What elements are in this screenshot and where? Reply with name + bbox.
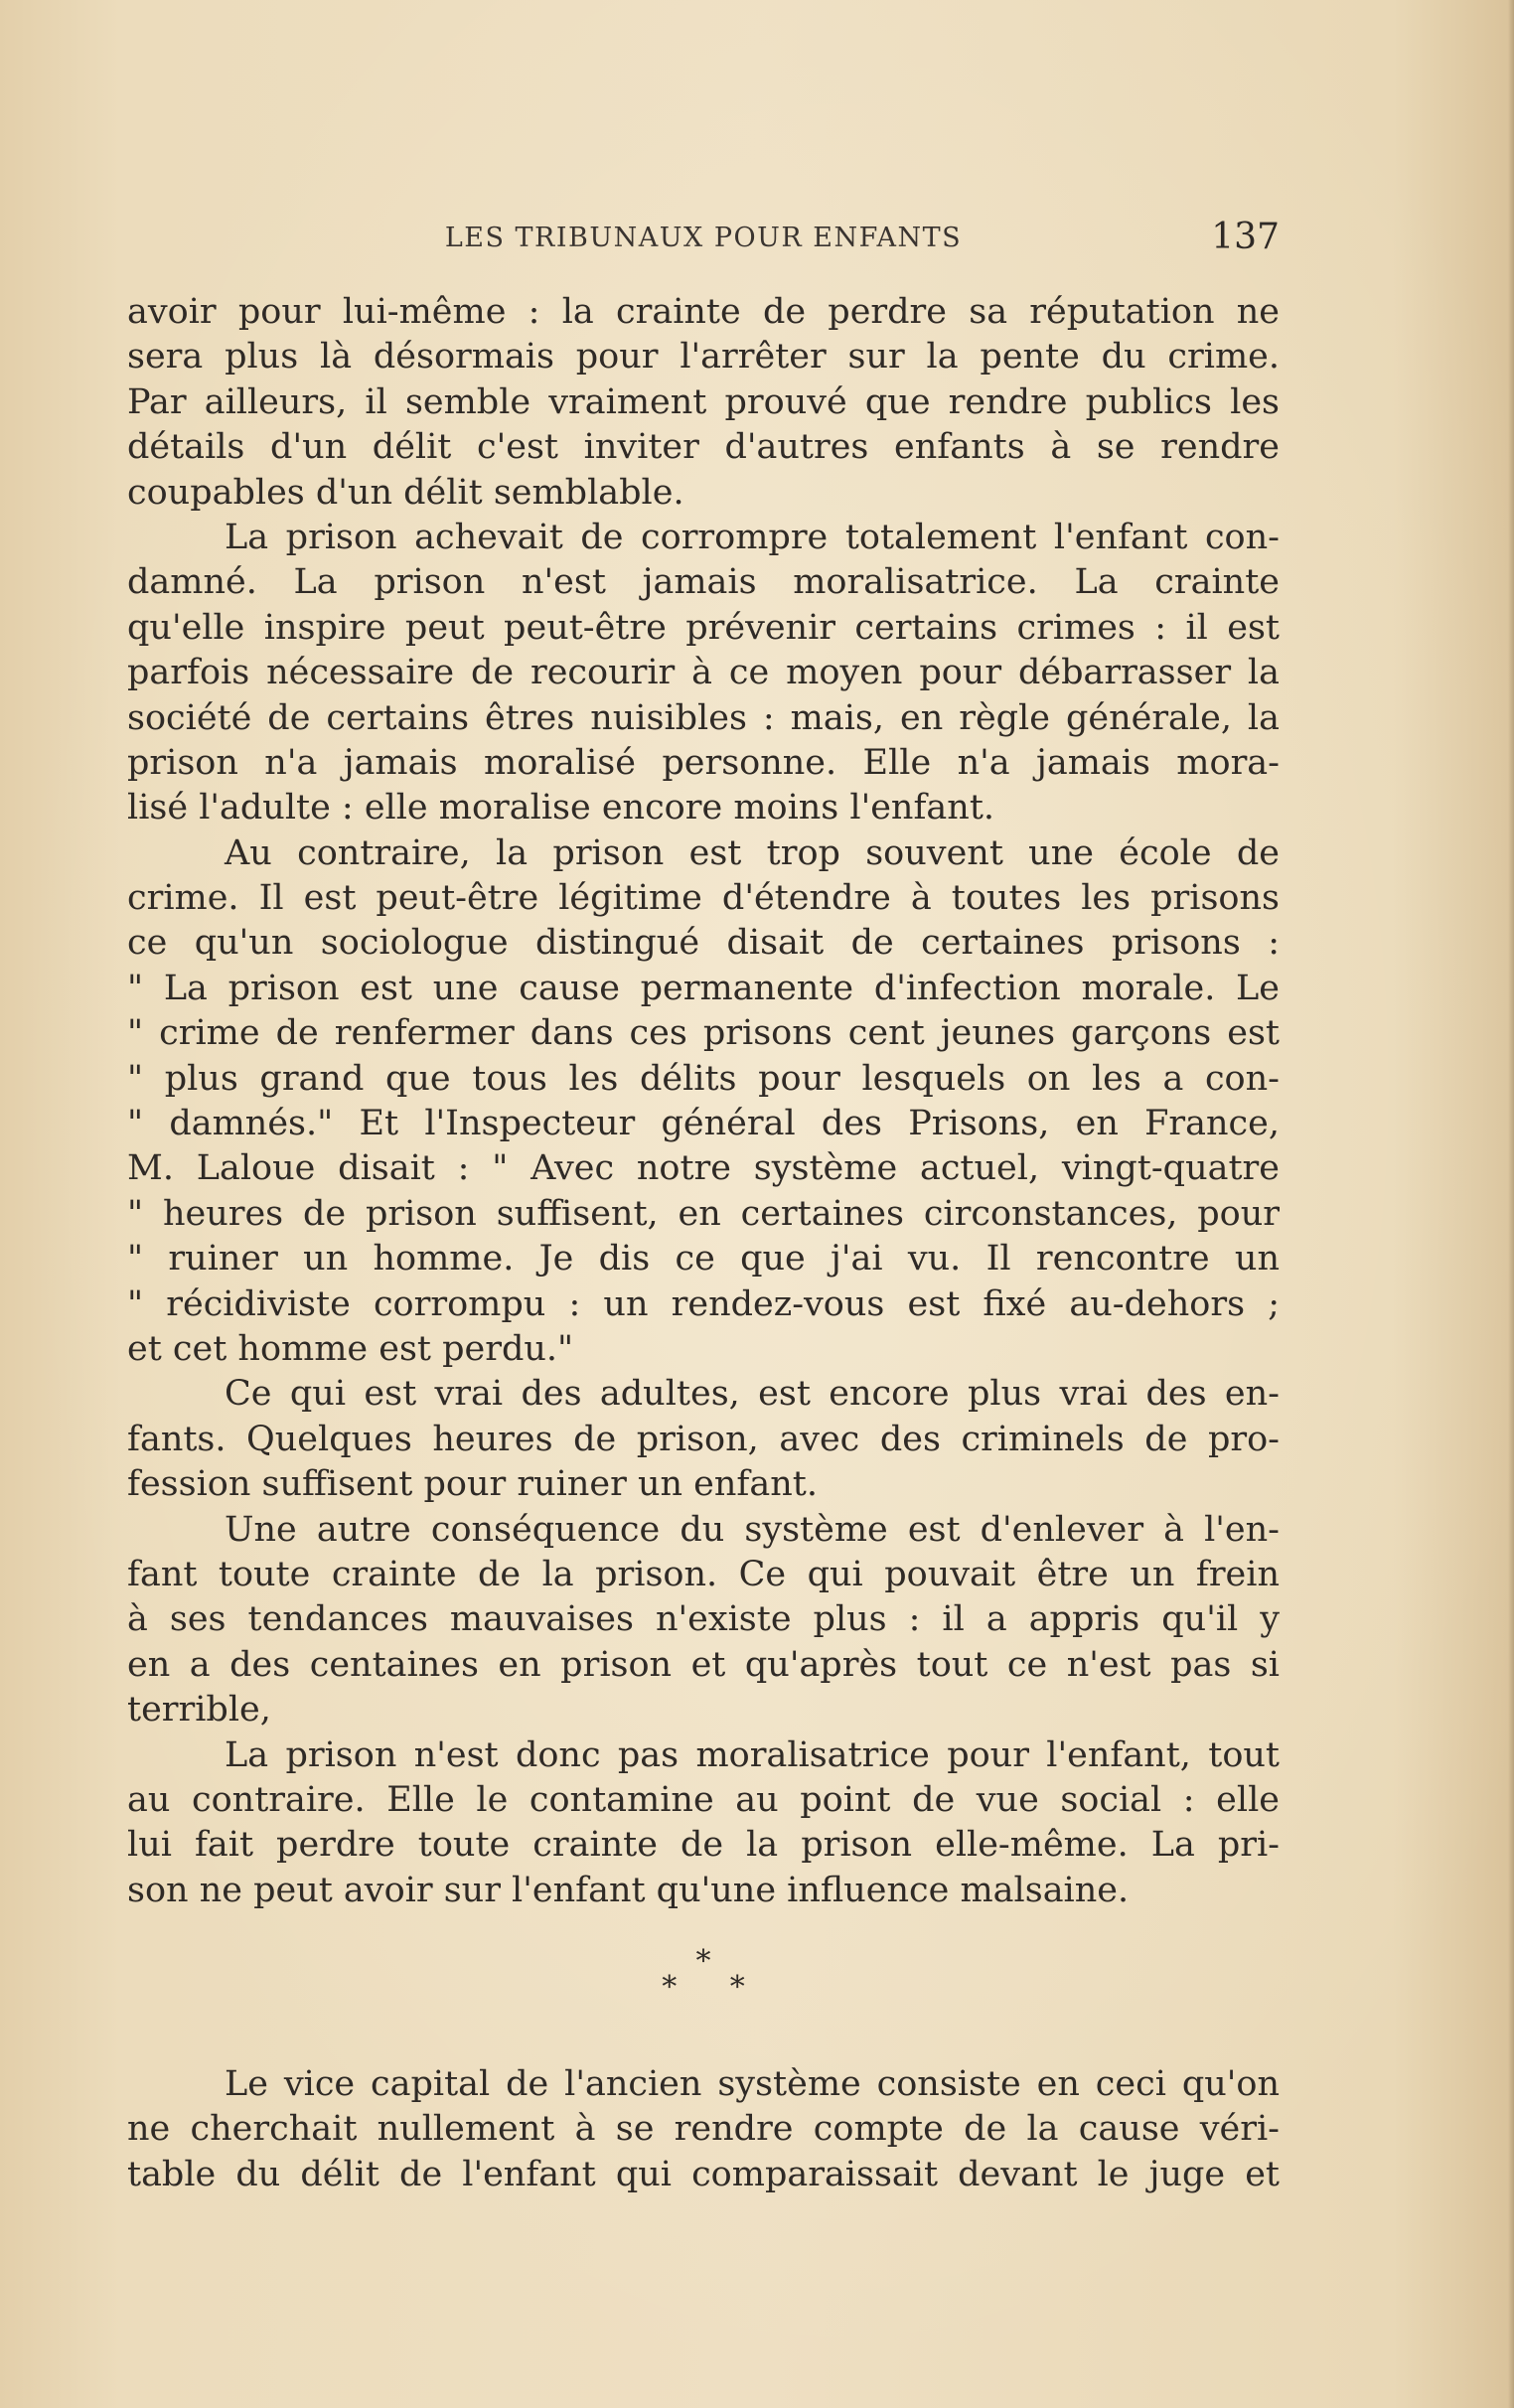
text-line: Au contraire, la prison est trop souvent une école de	[225, 832, 1280, 873]
paragraph-3	[127, 831, 1280, 1373]
text-line: La prison achevait de corrompre totalement l'enfant con-	[225, 517, 1280, 557]
text-line: Ce qui est vrai des adultes, est encore plus vrai des en-	[225, 1374, 1280, 1415]
text-line: " heures de prison suffisent, en certaines circonstances, pour	[127, 1193, 1280, 1234]
asterism	[127, 1944, 1280, 2006]
paragraph-1	[127, 290, 1280, 516]
paragraph-4	[127, 1372, 1280, 1507]
text-line: fant toute crainte de la prison. Ce qui pouvait être un frein	[127, 1554, 1280, 1594]
paragraph-7	[127, 2062, 1280, 2197]
text-line: Une autre conséquence du système est d'enlever à l'en-	[225, 1509, 1280, 1550]
running-head	[127, 217, 1280, 260]
text-line: parfois nécessaire de recourir à ce moyen pour débarrasser la	[127, 653, 1280, 693]
text-line: sera plus là désormais pour l'arrêter sur la pente du crime.	[127, 337, 1280, 377]
text-line: Par ailleurs, il semble vraiment prouvé que rendre publics les	[127, 381, 1280, 422]
text-line: avoir pour lui-même : la crainte de perdre sa réputation ne	[127, 292, 1280, 332]
text-line: ne cherchait nullement à se rendre compte de la cause véri-	[127, 2109, 1280, 2150]
page-number: 137	[1211, 217, 1280, 257]
paragraph-6	[127, 1733, 1280, 1914]
text-line: lisé l'adulte : elle moralise encore moins l'enfant.	[127, 788, 995, 828]
paragraph-5	[127, 1508, 1280, 1733]
text-line: " crime de renfermer dans ces prisons cent jeunes garçons est	[127, 1013, 1280, 1054]
asterism-top: *	[695, 1944, 711, 1980]
text-line: au contraire. Elle le contamine au point de vue social : elle	[127, 1779, 1280, 1820]
text-line: " La prison est une cause permanente d'infection morale. Le	[127, 968, 1280, 1008]
text-line: M. Laloue disait : " Avec notre système actuel, vingt-quatre	[127, 1148, 1280, 1189]
text-line: société de certains êtres nuisibles : mais, en règle générale, la	[127, 697, 1280, 738]
text-line: " plus grand que tous les délits pour lesquels on les a con-	[127, 1058, 1280, 1099]
text-line: son ne peut avoir sur l'enfant qu'une influence malsaine.	[127, 1870, 1130, 1910]
text-line: Le vice capital de l'ancien système consiste en ceci qu'on	[225, 2064, 1280, 2105]
text-line: et cet homme est perdu."	[127, 1328, 574, 1369]
text-line: en a des centaines en prison et qu'après tout ce n'est pas si	[127, 1644, 1280, 1685]
text-line: crime. Il est peut-être légitime d'étendre à toutes les prisons	[127, 878, 1280, 919]
text-line: prison n'a jamais moralisé personne. Elle n'a jamais mora-	[127, 742, 1280, 783]
text-line: terrible,	[127, 1690, 271, 1731]
paragraph-2	[127, 516, 1280, 831]
text-line: à ses tendances mauvaises n'existe plus : il a appris qu'il y	[127, 1599, 1280, 1640]
text-line: fession suffisent pour ruiner un enfant.	[127, 1464, 818, 1505]
text-line: ce qu'un sociologue distingué disait de certaines prisons :	[127, 923, 1280, 964]
page-body	[127, 290, 1280, 2197]
text-line: La prison n'est donc pas moralisatrice pour l'enfant, tout	[225, 1734, 1280, 1775]
text-line: coupables d'un délit semblable.	[127, 472, 684, 513]
running-title: LES TRIBUNAUX POUR ENFANTS	[444, 223, 963, 253]
text-line: table du délit de l'enfant qui comparaissait devant le juge et	[127, 2154, 1280, 2194]
text-line: fants. Quelques heures de prison, avec des criminels de pro-	[127, 1419, 1280, 1459]
section-break	[127, 1913, 1280, 2062]
text-line: détails d'un délit c'est inviter d'autres enfants à se rendre	[127, 427, 1280, 468]
text-line: damné. La prison n'est jamais moralisatrice. La crainte	[127, 562, 1280, 603]
text-line: " récidiviste corrompu : un rendez-vous est fixé au-dehors ;	[127, 1283, 1280, 1324]
text-line: " ruiner un homme. Je dis ce que j'ai vu. Il rencontre un	[127, 1239, 1280, 1279]
text-line: lui fait perdre toute crainte de la prison elle-même. La pri-	[127, 1825, 1280, 1866]
asterism-bottom: * *	[662, 1970, 767, 2006]
text-line: qu'elle inspire peut peut-être prévenir certains crimes : il est	[127, 607, 1280, 648]
text-line: " damnés." Et l'Inspecteur général des Prisons, en France,	[127, 1104, 1280, 1144]
